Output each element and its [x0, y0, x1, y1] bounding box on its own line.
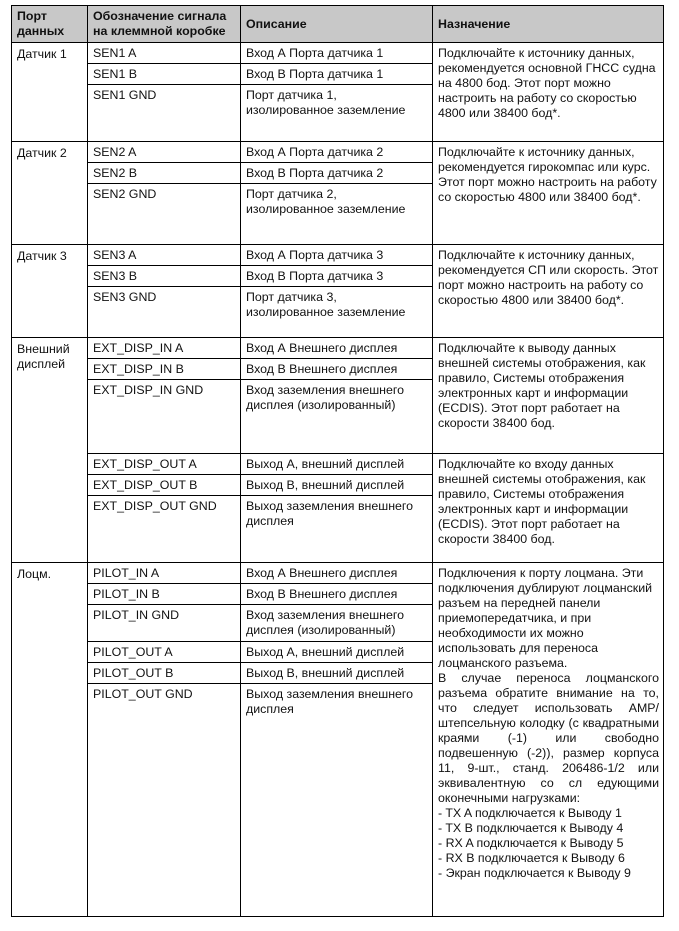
desc-cell: Вход А Внешнего дисплея: [241, 563, 433, 584]
header-description: Описание: [241, 6, 433, 43]
desc-cell: Порт датчика 1, изолированное заземление: [241, 85, 433, 142]
desc-cell: Вход В Внешнего дисплея: [241, 359, 433, 380]
desc-cell: Выход заземления внешнего дисплея: [241, 496, 433, 563]
purpose-cell: Подключайте ко входу данных внешней системы отображения, как правило, Системы отображения электронных карт и информации (ECDIS). Этот порт работает на скорости 38400 бод.: [433, 454, 664, 563]
purpose-cell: Подключайте к источнику данных, рекомендуется основной ГНСС судна на 4800 бод. Этот порт можно настроить на работу со скоростью 4800 или 38400 бод*.: [433, 43, 664, 142]
signal-cell: EXT_DISP_OUT A: [88, 454, 241, 475]
signal-cell: SEN1 A: [88, 43, 241, 64]
table-row: [12, 245, 664, 266]
signal-cell: PILOT_OUT GND: [88, 684, 241, 917]
pilot-purpose-intro: Подключения к порту лоцмана. Эти подключения дублируют лоцманский разъем на передней панели приемопередатчика, и при необходимости их можно использовать для переноса лоцманского разъема.: [438, 566, 653, 670]
desc-cell: Выход А, внешний дисплей: [241, 642, 433, 663]
signal-cell: PILOT_IN GND: [88, 605, 241, 642]
header-signal: Обозначение сигнала на клеммной коробке: [88, 6, 241, 43]
purpose-cell: [433, 563, 664, 917]
table-header-row: [12, 6, 664, 43]
table-row: [12, 43, 664, 64]
signal-cell: SEN2 A: [88, 142, 241, 163]
desc-cell: Порт датчика 2, изолированное заземление: [241, 184, 433, 245]
signal-cell: SEN3 B: [88, 266, 241, 287]
desc-cell: Вход А Порта датчика 3: [241, 245, 433, 266]
desc-cell: Вход В Порта датчика 3: [241, 266, 433, 287]
table-row: [12, 338, 664, 359]
desc-cell: Выход А, внешний дисплей: [241, 454, 433, 475]
table-row: [12, 454, 664, 475]
pin-assignment-list: [438, 806, 659, 881]
signal-cell: PILOT_IN A: [88, 563, 241, 584]
signal-cell: SEN2 GND: [88, 184, 241, 245]
pilot-purpose-note: В случае переноса лоцманского разъема обратите внимание на то, что следует использовать AMP/штепсельную колодку (с квадратными краями (-1) или свободно подвешенную (-2)), размер корпуса 11, 9-шт., станд. 206486-1/2 или эквивалентную со сл едующими оконечными нагрузками:: [438, 671, 659, 805]
pin-item: - Экран подключается к Выводу 9: [438, 866, 631, 880]
signal-cell: PILOT_IN B: [88, 584, 241, 605]
purpose-cell: Подключайте к источнику данных, рекомендуется гирокомпас или курс. Этот порт можно настроить на работу со скоростью 4800 или 38400 бод*.: [433, 142, 664, 245]
table-row: [12, 563, 664, 584]
header-purpose: Назначение: [433, 6, 664, 43]
desc-cell: Выход заземления внешнего дисплея: [241, 684, 433, 917]
port-cell: Лоцм.: [12, 563, 88, 917]
signal-cell: EXT_DISP_IN B: [88, 359, 241, 380]
desc-cell: Выход В, внешний дисплей: [241, 475, 433, 496]
signal-cell: EXT_DISP_IN A: [88, 338, 241, 359]
desc-cell: Вход А Порта датчика 1: [241, 43, 433, 64]
purpose-cell: Подключайте к источнику данных, рекомендуется СП или скорость. Этот порт можно настроить на работу со скоростью 4800 или 38400 бод*.: [433, 245, 664, 338]
signal-cell: PILOT_OUT A: [88, 642, 241, 663]
desc-cell: Вход заземления внешнего дисплея (изолированный): [241, 380, 433, 454]
desc-cell: Вход В Порта датчика 1: [241, 64, 433, 85]
signal-cell: PILOT_OUT B: [88, 663, 241, 684]
port-cell: Датчик 1: [12, 43, 88, 142]
signal-cell: EXT_DISP_OUT GND: [88, 496, 241, 563]
desc-cell: Вход В Внешнего дисплея: [241, 584, 433, 605]
desc-cell: Вход заземления внешнего дисплея (изолированный): [241, 605, 433, 642]
header-port: Порт данных: [12, 6, 88, 43]
port-cell: Датчик 2: [12, 142, 88, 245]
signal-cell: SEN1 B: [88, 64, 241, 85]
signal-cell: SEN3 GND: [88, 287, 241, 338]
table-row: [12, 142, 664, 163]
desc-cell: Порт датчика 3, изолированное заземление: [241, 287, 433, 338]
signal-cell: SEN3 A: [88, 245, 241, 266]
pin-item: - TX B подключается к Выводу 4: [438, 821, 624, 835]
pin-item: - RX A подключается к Выводу 5: [438, 836, 624, 850]
port-cell: Датчик 3: [12, 245, 88, 338]
signal-cell: SEN2 B: [88, 163, 241, 184]
signal-cell: EXT_DISP_OUT B: [88, 475, 241, 496]
pin-item: - RX B подключается к Выводу 6: [438, 851, 625, 865]
signal-cell: SEN1 GND: [88, 85, 241, 142]
desc-cell: Вход А Внешнего дисплея: [241, 338, 433, 359]
purpose-cell: Подключайте к выводу данных внешней системы отображения, как правило, Системы отображения электронных карт и информации (ECDIS). Этот порт работает на скорости 38400 бод.: [433, 338, 664, 454]
desc-cell: Вход А Порта датчика 2: [241, 142, 433, 163]
port-cell: Внешний дисплей: [12, 338, 88, 563]
pin-item: - TX A подключается к Выводу 1: [438, 806, 622, 820]
desc-cell: Вход В Порта датчика 2: [241, 163, 433, 184]
desc-cell: Выход В, внешний дисплей: [241, 663, 433, 684]
data-ports-table: [11, 5, 664, 917]
signal-cell: EXT_DISP_IN GND: [88, 380, 241, 454]
